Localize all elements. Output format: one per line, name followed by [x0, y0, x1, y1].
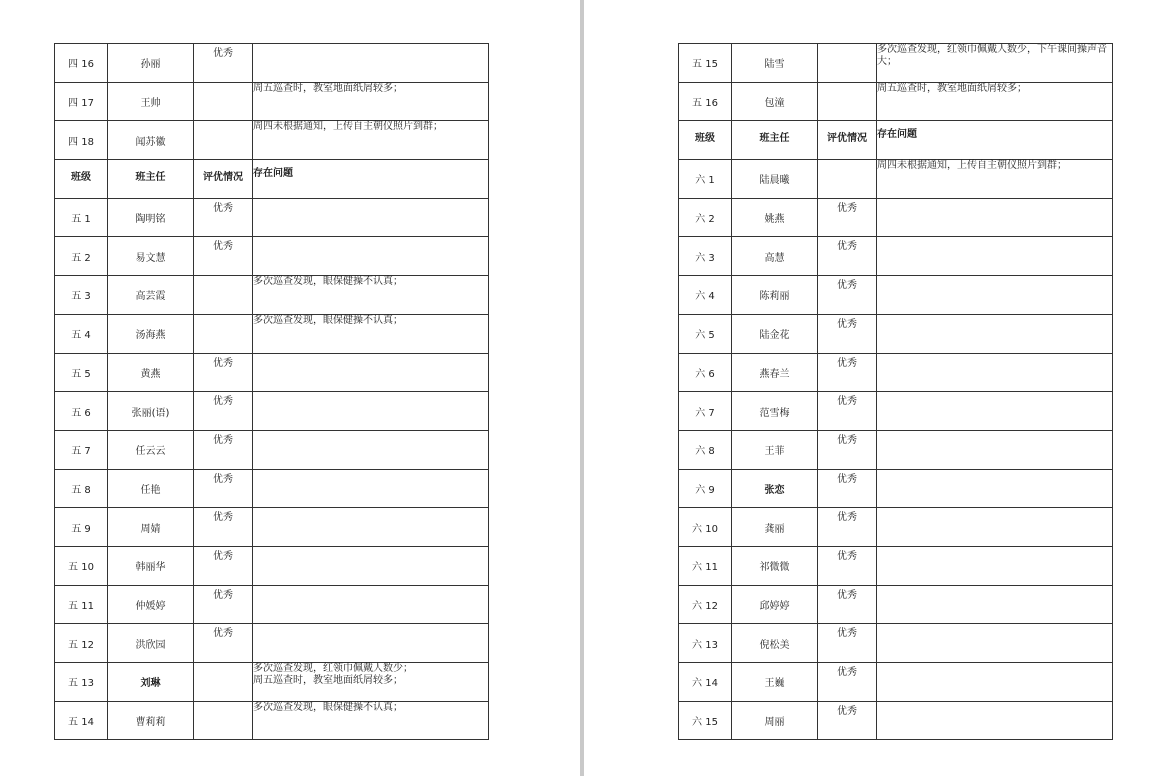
class-cell: 四 18: [55, 121, 108, 160]
evaluation-cell: [194, 701, 253, 740]
header-evaluation-cell: 评优情况: [818, 121, 877, 160]
issue-cell: [877, 430, 1113, 469]
table-row: [679, 663, 1113, 702]
teacher-cell: 闻苏徽: [108, 121, 194, 160]
teacher-cell: 王菲: [732, 430, 818, 469]
class-cell: 六 12: [679, 585, 732, 624]
class-cell: 六 7: [679, 392, 732, 431]
table-row: [55, 469, 489, 508]
class-cell: 五 2: [55, 237, 108, 276]
table-row: [679, 508, 1113, 547]
evaluation-cell: [818, 82, 877, 121]
issue-cell: [877, 469, 1113, 508]
header-teacher-cell: 班主任: [108, 160, 194, 199]
class-cell: 五 12: [55, 624, 108, 663]
teacher-cell: 刘琳: [108, 663, 194, 702]
evaluation-cell: 优秀: [818, 314, 877, 353]
table-row: [55, 276, 489, 315]
table-row: [679, 276, 1113, 315]
table-row: [679, 392, 1113, 431]
table-row: [55, 585, 489, 624]
issue-cell: 周五巡查时，教室地面纸屑较多；: [877, 82, 1113, 121]
table-header-row: [55, 160, 489, 199]
class-cell: 五 14: [55, 701, 108, 740]
issue-cell: [253, 44, 489, 83]
teacher-cell: 陆雪: [732, 44, 818, 83]
evaluation-cell: 优秀: [818, 546, 877, 585]
issue-cell: [877, 585, 1113, 624]
teacher-cell: 黄燕: [108, 353, 194, 392]
teacher-cell: 张恋: [732, 469, 818, 508]
issue-cell: [253, 237, 489, 276]
header-evaluation-cell: 评优情况: [194, 160, 253, 199]
issue-cell: [253, 469, 489, 508]
evaluation-cell: [194, 314, 253, 353]
evaluation-table-right: [678, 43, 1113, 740]
class-cell: 五 3: [55, 276, 108, 315]
table-row: [679, 353, 1113, 392]
evaluation-cell: 优秀: [818, 430, 877, 469]
evaluation-table-left: [54, 43, 489, 740]
table-row: [679, 701, 1113, 740]
teacher-cell: 周婧: [108, 508, 194, 547]
evaluation-cell: [818, 160, 877, 199]
teacher-cell: 王巍: [732, 663, 818, 702]
issue-cell: 多次巡查发现，眼保健操不认真；: [253, 314, 489, 353]
table-row: [679, 160, 1113, 199]
issue-cell: [877, 546, 1113, 585]
class-cell: 六 6: [679, 353, 732, 392]
header-class-cell: 班级: [679, 121, 732, 160]
evaluation-cell: 优秀: [194, 430, 253, 469]
evaluation-cell: 优秀: [818, 392, 877, 431]
teacher-cell: 张丽(语): [108, 392, 194, 431]
evaluation-cell: [194, 121, 253, 160]
teacher-cell: 王帅: [108, 82, 194, 121]
table-row: [679, 546, 1113, 585]
class-cell: 六 5: [679, 314, 732, 353]
evaluation-cell: 优秀: [194, 237, 253, 276]
table-row: [679, 469, 1113, 508]
class-cell: 六 10: [679, 508, 732, 547]
issue-cell: 多次巡查发现，红领巾佩戴人数少，下午课间操声音大；: [877, 44, 1113, 83]
class-cell: 五 4: [55, 314, 108, 353]
class-cell: 五 16: [679, 82, 732, 121]
issue-cell: 多次巡查发现，红领巾佩戴人数少； 周五巡查时，教室地面纸屑较多；: [253, 663, 489, 702]
evaluation-cell: 优秀: [194, 546, 253, 585]
class-cell: 五 13: [55, 663, 108, 702]
class-cell: 五 6: [55, 392, 108, 431]
evaluation-cell: 优秀: [818, 237, 877, 276]
evaluation-cell: 优秀: [194, 198, 253, 237]
issue-cell: [877, 392, 1113, 431]
issue-cell: [877, 276, 1113, 315]
class-cell: 六 13: [679, 624, 732, 663]
table-row: [55, 237, 489, 276]
table-row: [55, 198, 489, 237]
issue-cell: [877, 663, 1113, 702]
teacher-cell: 祁微微: [732, 546, 818, 585]
table-row: [679, 314, 1113, 353]
table-header-row: [679, 121, 1113, 160]
table-row: [679, 624, 1113, 663]
evaluation-cell: 优秀: [194, 508, 253, 547]
issue-cell: 多次巡查发现，眼保健操不认真；: [253, 701, 489, 740]
issue-cell: 周五巡查时，教室地面纸屑较多；: [253, 82, 489, 121]
issue-cell: [877, 624, 1113, 663]
evaluation-cell: 优秀: [818, 198, 877, 237]
document-page-right: [584, 0, 1154, 776]
evaluation-cell: 优秀: [818, 624, 877, 663]
header-issue-cell: 存在问题: [877, 121, 1113, 160]
issue-cell: [877, 508, 1113, 547]
issue-cell: 周四未根据通知，上传自主朝仪照片到群；: [253, 121, 489, 160]
class-cell: 六 9: [679, 469, 732, 508]
table-row: [55, 508, 489, 547]
issue-cell: [253, 392, 489, 431]
class-cell: 五 5: [55, 353, 108, 392]
table-row: [679, 237, 1113, 276]
class-cell: 五 7: [55, 430, 108, 469]
issue-cell: [877, 198, 1113, 237]
teacher-cell: 周丽: [732, 701, 818, 740]
class-cell: 五 8: [55, 469, 108, 508]
issue-cell: [877, 237, 1113, 276]
evaluation-cell: 优秀: [818, 353, 877, 392]
evaluation-cell: [194, 276, 253, 315]
table-row: [55, 701, 489, 740]
class-cell: 五 9: [55, 508, 108, 547]
table-row: [55, 82, 489, 121]
evaluation-cell: 优秀: [194, 585, 253, 624]
class-cell: 六 11: [679, 546, 732, 585]
class-cell: 五 1: [55, 198, 108, 237]
table-row: [55, 314, 489, 353]
evaluation-cell: 优秀: [194, 353, 253, 392]
evaluation-cell: 优秀: [194, 469, 253, 508]
evaluation-cell: 优秀: [194, 624, 253, 663]
evaluation-cell: [818, 44, 877, 83]
header-teacher-cell: 班主任: [732, 121, 818, 160]
evaluation-cell: 优秀: [818, 276, 877, 315]
issue-cell: 周四未根据通知，上传自主朝仪照片到群；: [877, 160, 1113, 199]
table-row: [679, 585, 1113, 624]
teacher-cell: 汤海燕: [108, 314, 194, 353]
class-cell: 五 11: [55, 585, 108, 624]
issue-cell: [253, 585, 489, 624]
class-cell: 五 10: [55, 546, 108, 585]
teacher-cell: 高慧: [732, 237, 818, 276]
header-issue-cell: 存在问题: [253, 160, 489, 199]
table-row: [55, 121, 489, 160]
class-cell: 五 15: [679, 44, 732, 83]
class-cell: 六 14: [679, 663, 732, 702]
table-row: [679, 430, 1113, 469]
issue-cell: [877, 314, 1113, 353]
class-cell: 六 4: [679, 276, 732, 315]
teacher-cell: 洪欣园: [108, 624, 194, 663]
teacher-cell: 任云云: [108, 430, 194, 469]
teacher-cell: 仲媛婷: [108, 585, 194, 624]
teacher-cell: 易文慧: [108, 237, 194, 276]
teacher-cell: 任艳: [108, 469, 194, 508]
teacher-cell: 陆金花: [732, 314, 818, 353]
teacher-cell: 陆晨曦: [732, 160, 818, 199]
evaluation-cell: 优秀: [194, 44, 253, 83]
issue-cell: [253, 198, 489, 237]
evaluation-cell: [194, 663, 253, 702]
issue-cell: [877, 353, 1113, 392]
teacher-cell: 陈莉丽: [732, 276, 818, 315]
table-row: [55, 44, 489, 83]
teacher-cell: 姚燕: [732, 198, 818, 237]
evaluation-cell: [194, 82, 253, 121]
issue-cell: [253, 508, 489, 547]
table-row: [55, 624, 489, 663]
table-row: [55, 353, 489, 392]
table-row: [679, 198, 1113, 237]
class-cell: 六 1: [679, 160, 732, 199]
evaluation-cell: 优秀: [818, 585, 877, 624]
table-row: [55, 546, 489, 585]
issue-cell: [253, 430, 489, 469]
class-cell: 六 2: [679, 198, 732, 237]
teacher-cell: 包潼: [732, 82, 818, 121]
teacher-cell: 高芸霞: [108, 276, 194, 315]
teacher-cell: 孙丽: [108, 44, 194, 83]
table-row: [679, 44, 1113, 83]
teacher-cell: 韩丽华: [108, 546, 194, 585]
header-class-cell: 班级: [55, 160, 108, 199]
evaluation-cell: 优秀: [818, 508, 877, 547]
teacher-cell: 范雪梅: [732, 392, 818, 431]
class-cell: 六 3: [679, 237, 732, 276]
class-cell: 四 17: [55, 82, 108, 121]
class-cell: 六 15: [679, 701, 732, 740]
evaluation-cell: 优秀: [818, 701, 877, 740]
evaluation-cell: 优秀: [818, 663, 877, 702]
teacher-cell: 邱婷婷: [732, 585, 818, 624]
table-row: [679, 82, 1113, 121]
teacher-cell: 曹莉莉: [108, 701, 194, 740]
class-cell: 四 16: [55, 44, 108, 83]
issue-cell: [877, 701, 1113, 740]
teacher-cell: 燕春兰: [732, 353, 818, 392]
evaluation-cell: 优秀: [194, 392, 253, 431]
class-cell: 六 8: [679, 430, 732, 469]
teacher-cell: 龚丽: [732, 508, 818, 547]
issue-cell: [253, 624, 489, 663]
issue-cell: [253, 546, 489, 585]
teacher-cell: 陶明铭: [108, 198, 194, 237]
issue-cell: [253, 353, 489, 392]
table-row: [55, 663, 489, 702]
table-row: [55, 430, 489, 469]
table-row: [55, 392, 489, 431]
evaluation-cell: 优秀: [818, 469, 877, 508]
teacher-cell: 倪松美: [732, 624, 818, 663]
issue-cell: 多次巡查发现，眼保健操不认真；: [253, 276, 489, 315]
